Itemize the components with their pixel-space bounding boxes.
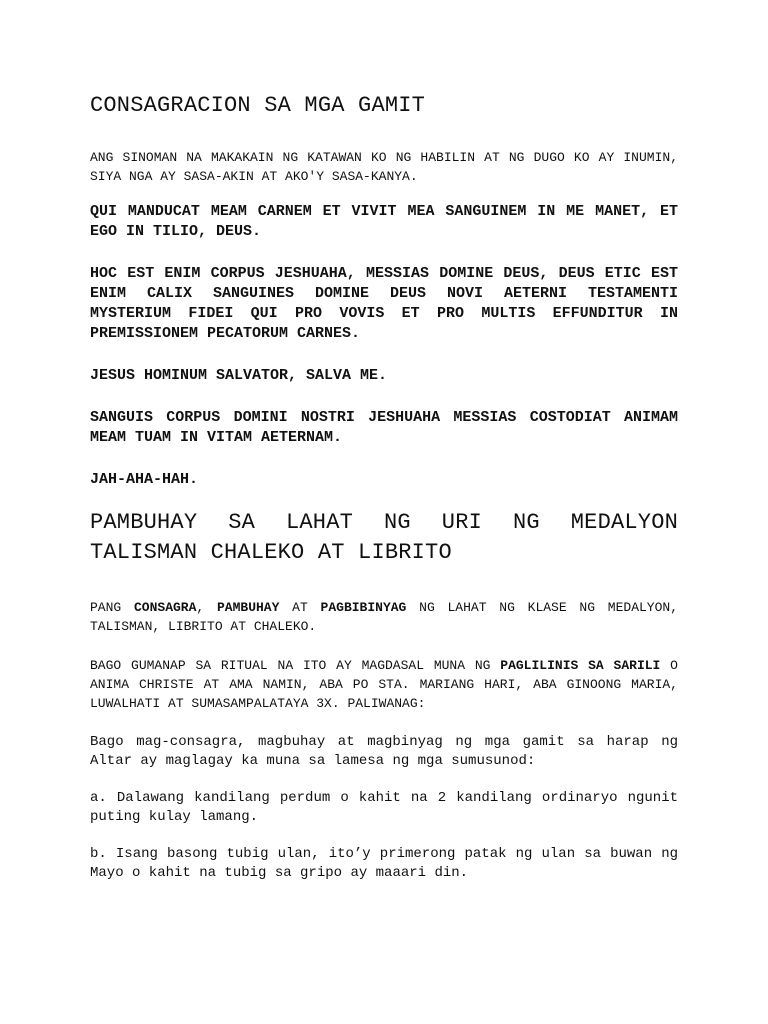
para-bago [90,656,678,713]
para-pang-text-2: , [196,600,217,615]
para-pang-text-4: NG LAHAT NG KLASE NG MEDALYON, TALISMAN, LIBRITO AT CHALEKO. [90,600,678,634]
para-pang [90,598,678,636]
intro-paragraph: ANG SINOMAN NA MAKAKAIN NG KATAWAN KO NG HABILIN AT NG DUGO KO AY INUMIN, SIYA NGA AY SASA-AKIN AT AKO'Y SASA-KANYA. [90,150,678,184]
section-title: PAMBUHAY SA LAHAT NG URI NG MEDALYON TALISMAN CHALEKO AT LIBRITO [90,510,678,565]
body-paragraph-2: a. Dalawang kandilang perdum o kahit na 2 kandilang ordinaryo ngunit puting kulay lamang. [90,790,678,825]
latin-paragraph-5: JAH-AHA-HAH. [90,471,199,488]
para-pang-bold-2: PAMBUHAY [216,600,280,615]
para-pang-text-3: AT [279,600,321,615]
body-paragraph-3: b. Isang basong tubig ulan, ito’y primerong patak ng ulan sa buwan ng Mayo o kahit na tubig sa gripo ay maaari din. [90,846,678,881]
latin-paragraph-3: JESUS HOMINUM SALVATOR, SALVA ME. [90,367,388,384]
document-title: CONSAGRACION SA MGA GAMIT [90,93,426,118]
para-bago-text-2: O ANIMA CHRISTE AT AMA NAMIN, ABA PO STA. MARIANG HARI, ABA GINOONG MARIA, LUWALHATI AT SUMASAMPALATAYA 3X. PALIWANAG: [90,658,678,711]
latin-paragraph-4: SANGUIS CORPUS DOMINI NOSTRI JESHUAHA MESSIAS COSTODIAT ANIMAM MEAM TUAM IN VITAM AETERNAM. [90,409,678,446]
para-pang-bold-1: CONSAGRA [133,600,197,615]
latin-paragraph-2: HOC EST ENIM CORPUS JESHUAHA, MESSIAS DOMINE DEUS, DEUS ETIC EST ENIM CALIX SANGUINES DOMINE DEUS NOVI AETERNI TESTAMENTI MYSTERIUM FIDEI QUI PRO VOVIS ET PRO MULTIS EFFUNDITUR IN PREMISSIONEM PECATORUM CARNES. [90,265,678,342]
para-bago-text-1: BAGO GUMANAP SA RITUAL NA ITO AY MAGDASAL MUNA NG [90,658,501,673]
para-pang-bold-3: PAGBIBINYAG [320,600,407,615]
body-paragraph-1: Bago mag-consagra, magbuhay at magbinyag ng mga gamit sa harap ng Altar ay maglagay ka muna sa lamesa ng mga sumusunod: [90,734,678,769]
latin-paragraph-1: QUI MANDUCAT MEAM CARNEM ET VIVIT MEA SANGUINEM IN ME MANET, ET EGO IN TILIO, DEUS. [90,203,678,240]
para-pang-text-1: PANG [90,600,134,615]
para-bago-bold-1: PAGLILINIS SA SARILI [500,658,661,673]
